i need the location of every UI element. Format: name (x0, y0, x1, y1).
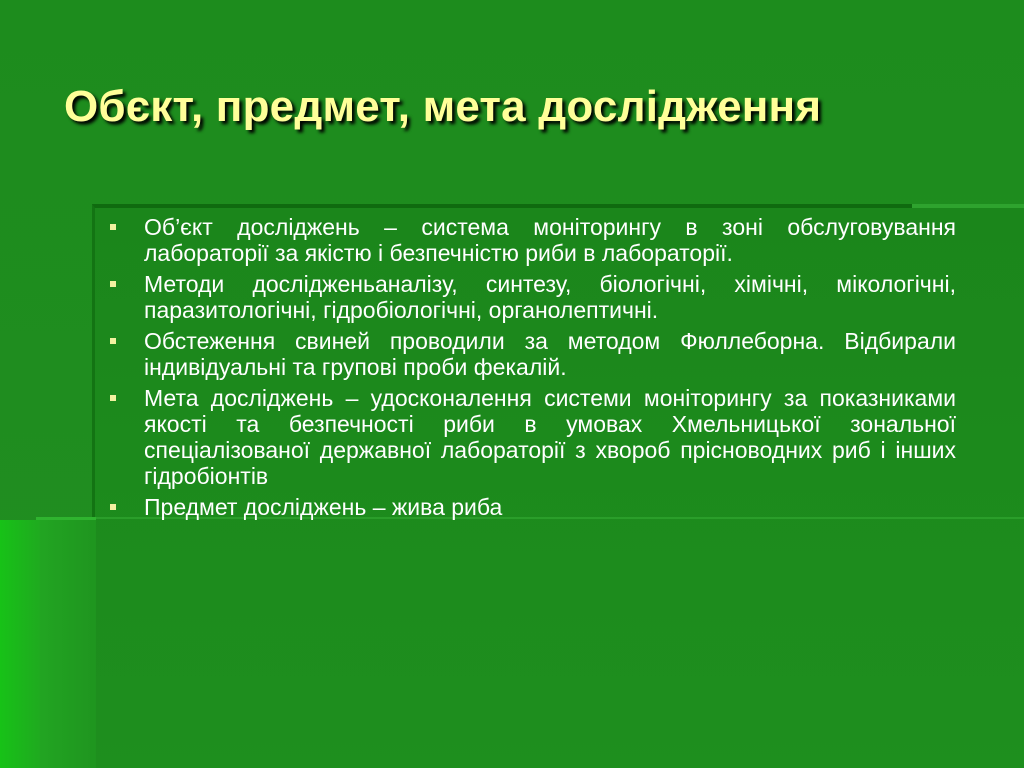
list-item-text: Мета досліджень – удосконалення системи моніторингу за показниками якості та безпечності риби в умовах Хмельницької зональної спеціалізованої державної лабораторії з хвороб прісноводних риб і інших гідробіонтів (144, 385, 956, 489)
list-item (104, 494, 956, 520)
background-panel-accent (912, 204, 1024, 208)
square-bullet-icon (110, 281, 116, 287)
list-item-text: Об’єкт досліджень – система моніторингу в зоні обслуговування лабораторії за якістю і безпечністю риби в лабораторії. (144, 214, 956, 266)
list-item-text: Обстеження свиней проводили за методом Фюллеборна. Відбирали індивідуальні та групові проби фекалій. (144, 328, 956, 380)
list-item (104, 271, 956, 323)
square-bullet-icon (110, 224, 116, 230)
background-strip (36, 517, 96, 768)
list-item-text: Методи дослідженьаналізу, синтезу, біологічні, хімічні, мікологічні, паразитологічні, гідробіологічні, органолептичні. (144, 271, 956, 323)
background-left-bar (0, 520, 40, 768)
list-item-text: Предмет досліджень – жива риба (144, 494, 503, 520)
list-item (104, 214, 956, 266)
square-bullet-icon (110, 338, 116, 344)
list-item (104, 328, 956, 380)
list-item (104, 385, 956, 489)
square-bullet-icon (110, 395, 116, 401)
square-bullet-icon (110, 504, 116, 510)
bullet-list (104, 214, 956, 525)
slide-title: Обєкт, предмет, мета дослідження (64, 82, 822, 131)
